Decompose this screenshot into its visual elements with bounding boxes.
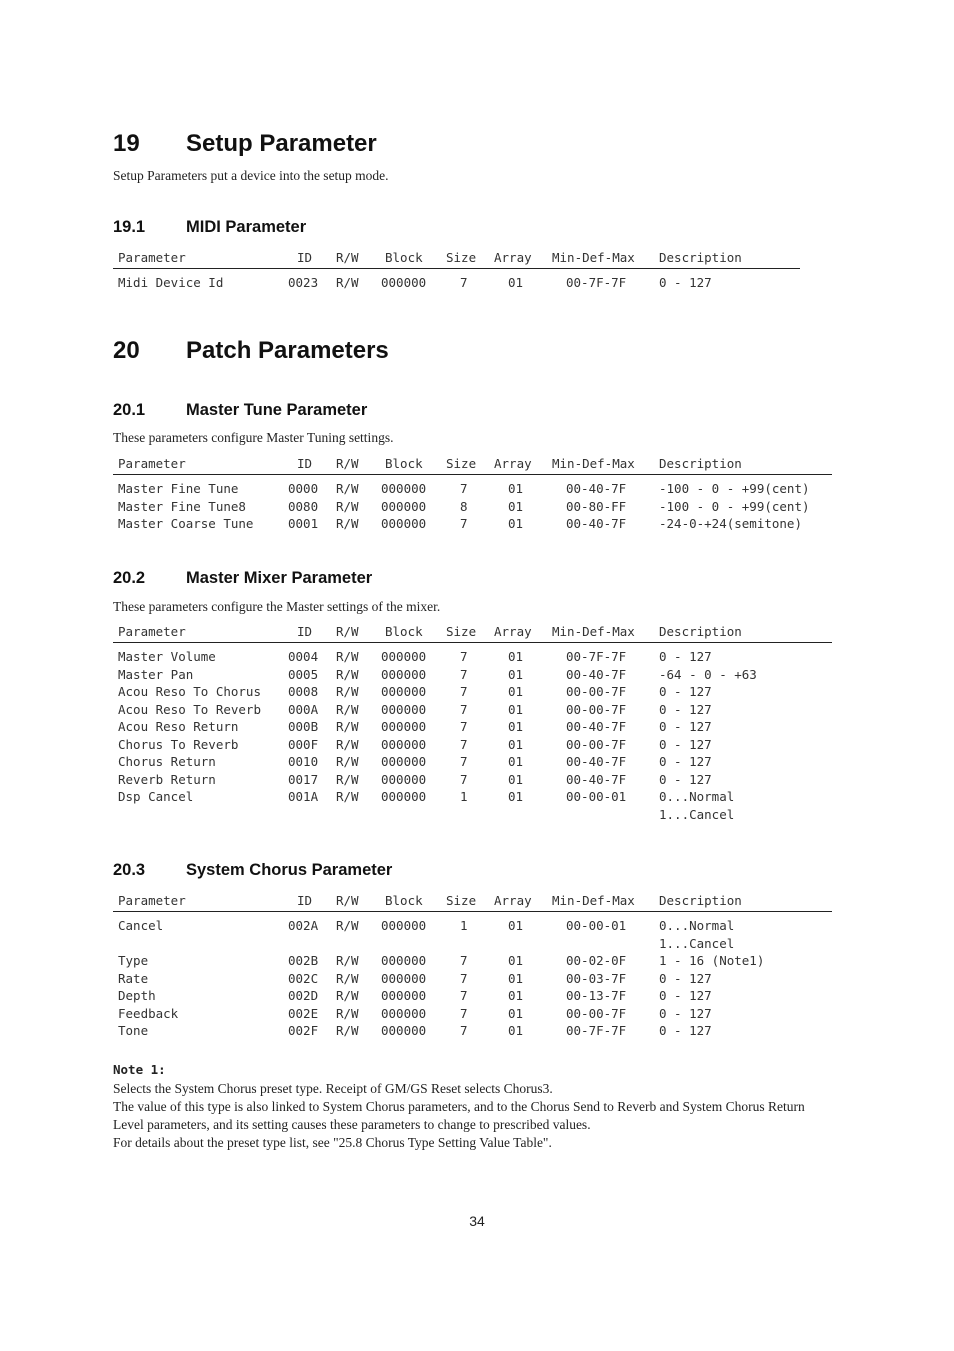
table-row (113, 936, 832, 954)
cell-parameter: Chorus Return (118, 754, 216, 769)
cell-min-def-max: 00-40-7F (566, 754, 627, 769)
cell-block: 000000 (381, 988, 427, 1003)
cell-parameter: Reverb Return (118, 771, 216, 787)
cell-id: 001A (288, 789, 319, 804)
cell-array: 01 (508, 988, 524, 1003)
cell-parameter: Chorus To Reverb (118, 736, 239, 752)
column-header: Parameter (118, 456, 186, 471)
cell-parameter: Master Fine Tune8 (118, 498, 246, 514)
column-header: Array (494, 624, 532, 639)
subsection-number: 19.1 (113, 218, 146, 236)
column-header: R/W (336, 624, 359, 639)
table-row (113, 1023, 832, 1041)
cell-block: 000000 (381, 754, 427, 769)
table-header (113, 893, 832, 912)
cell-block: 000000 (381, 918, 427, 933)
section-title: Setup Parameter (186, 130, 377, 157)
cell-id: 000F (288, 736, 319, 752)
cell-description: -100 - 0 - +99(cent) (659, 498, 810, 514)
column-header: ID (297, 250, 313, 265)
subsection-20-2-intro: These parameters configure the Master settings of the mixer. (113, 599, 441, 614)
cell-parameter: Tone (118, 1023, 149, 1038)
note-line: For details about the preset type list, see "25.8 Chorus Type Setting Value Table". (113, 1135, 552, 1150)
cell-block: 000000 (381, 498, 427, 514)
table-row (113, 499, 832, 517)
cell-rw: R/W (336, 736, 359, 752)
cell-size: 7 (460, 970, 468, 986)
column-header: Size (446, 893, 477, 908)
table-row (113, 754, 832, 772)
cell-block: 000000 (381, 649, 427, 664)
cell-size: 8 (460, 498, 468, 514)
cell-rw: R/W (336, 918, 359, 933)
table-row (113, 988, 832, 1006)
cell-array: 01 (508, 771, 524, 787)
cell-parameter: Acou Reso To Chorus (118, 684, 261, 699)
cell-parameter: Depth (118, 988, 156, 1003)
column-header: Min-Def-Max (552, 893, 635, 908)
cell-array: 01 (508, 684, 524, 699)
cell-id: 002F (288, 1023, 319, 1038)
table-header (113, 250, 800, 269)
note-line: The value of this type is also linked to System Chorus parameters, and to the Chorus Send to Reverb and System Chorus Return Level parameters, and its setting causes these parameters to change to prescribed values. (113, 1099, 805, 1132)
column-header: Min-Def-Max (552, 250, 635, 265)
cell-array: 01 (508, 649, 524, 664)
column-header: Block (385, 893, 423, 908)
column-header: R/W (336, 250, 359, 265)
cell-rw: R/W (336, 498, 359, 514)
cell-id: 0005 (288, 666, 319, 682)
table-row (113, 275, 800, 293)
cell-id: 0023 (288, 275, 319, 290)
section-title: Patch Parameters (186, 337, 389, 364)
column-header: Description (659, 456, 742, 471)
cell-array: 01 (508, 953, 524, 968)
cell-parameter: Type (118, 953, 149, 968)
cell-size: 7 (460, 516, 468, 531)
cell-parameter: Midi Device Id (118, 275, 224, 290)
section-19-intro: Setup Parameters put a device into the setup mode. (113, 168, 389, 183)
column-header: Block (385, 624, 423, 639)
cell-parameter: Acou Reso To Reverb (118, 701, 261, 717)
cell-id: 0080 (288, 498, 319, 514)
cell-block: 000000 (381, 953, 427, 968)
cell-parameter: Acou Reso Return (118, 719, 239, 734)
cell-size: 7 (460, 736, 468, 752)
column-header: Min-Def-Max (552, 456, 635, 471)
cell-min-def-max: 00-00-7F (566, 701, 627, 717)
cell-min-def-max: 00-7F-7F (566, 1023, 627, 1038)
cell-array: 01 (508, 754, 524, 769)
cell-min-def-max: 00-7F-7F (566, 649, 627, 664)
cell-size: 7 (460, 275, 468, 290)
subsection-number: 20.2 (113, 569, 146, 587)
cell-array: 01 (508, 1023, 524, 1038)
cell-min-def-max: 00-00-7F (566, 736, 627, 752)
table-row (113, 1006, 832, 1024)
cell-size: 7 (460, 1023, 468, 1038)
subsection-20-2-heading (113, 569, 372, 588)
cell-block: 000000 (381, 666, 427, 682)
cell-array: 01 (508, 918, 524, 933)
cell-rw: R/W (336, 754, 359, 769)
table-row (113, 789, 832, 807)
column-header: Size (446, 250, 477, 265)
cell-parameter: Dsp Cancel (118, 789, 194, 804)
subsection-number: 20.1 (113, 401, 146, 419)
cell-min-def-max: 00-13-7F (566, 988, 627, 1003)
table-header (113, 456, 832, 475)
cell-min-def-max: 00-80-FF (566, 498, 627, 514)
cell-description: 0...Normal (659, 789, 735, 804)
cell-id: 0000 (288, 481, 319, 496)
cell-description: 1...Cancel (659, 806, 735, 822)
cell-id: 0010 (288, 754, 319, 769)
cell-description: 0 - 127 (659, 988, 712, 1003)
cell-array: 01 (508, 970, 524, 986)
cell-description: -100 - 0 - +99(cent) (659, 481, 810, 496)
cell-min-def-max: 00-02-0F (566, 953, 627, 968)
cell-size: 7 (460, 649, 468, 664)
cell-parameter: Master Volume (118, 649, 216, 664)
cell-min-def-max: 00-00-7F (566, 684, 627, 699)
cell-rw: R/W (336, 275, 359, 290)
cell-min-def-max: 00-40-7F (566, 666, 627, 682)
table-row (113, 649, 832, 667)
cell-min-def-max: 00-03-7F (566, 970, 627, 986)
column-header: Parameter (118, 624, 186, 639)
cell-block: 000000 (381, 719, 427, 734)
cell-array: 01 (508, 719, 524, 734)
column-header: Array (494, 893, 532, 908)
column-header: Block (385, 250, 423, 265)
cell-parameter: Rate (118, 970, 149, 986)
cell-id: 000A (288, 701, 319, 717)
column-header: Size (446, 456, 477, 471)
cell-rw: R/W (336, 1005, 359, 1021)
cell-min-def-max: 00-40-7F (566, 481, 627, 496)
cell-size: 7 (460, 481, 468, 496)
column-header: Parameter (118, 250, 186, 265)
cell-array: 01 (508, 275, 524, 290)
column-header: Description (659, 250, 742, 265)
cell-description: 0 - 127 (659, 1005, 712, 1021)
subsection-19-1-heading (113, 218, 306, 237)
cell-rw: R/W (336, 649, 359, 664)
cell-rw: R/W (336, 666, 359, 682)
subsection-20-1-heading (113, 401, 367, 420)
cell-parameter: Master Fine Tune (118, 481, 239, 496)
column-header: R/W (336, 893, 359, 908)
subsection-number: 20.3 (113, 861, 146, 879)
master-mixer-table (113, 624, 832, 824)
column-header: ID (297, 456, 313, 471)
cell-description: -64 - 0 - +63 (659, 666, 757, 682)
table-row (113, 719, 832, 737)
cell-rw: R/W (336, 988, 359, 1003)
cell-rw: R/W (336, 684, 359, 699)
column-header: ID (297, 624, 313, 639)
cell-size: 7 (460, 754, 468, 769)
cell-id: 002C (288, 970, 319, 986)
cell-array: 01 (508, 736, 524, 752)
cell-description: 0 - 127 (659, 684, 712, 699)
cell-id: 0008 (288, 684, 319, 699)
cell-array: 01 (508, 481, 524, 496)
column-header: Parameter (118, 893, 186, 908)
cell-size: 7 (460, 684, 468, 699)
cell-min-def-max: 00-40-7F (566, 771, 627, 787)
cell-description: 0 - 127 (659, 970, 712, 986)
column-header: ID (297, 893, 313, 908)
cell-block: 000000 (381, 516, 427, 531)
cell-block: 000000 (381, 275, 427, 290)
table-header (113, 624, 832, 643)
cell-block: 000000 (381, 736, 427, 752)
cell-block: 000000 (381, 1005, 427, 1021)
cell-array: 01 (508, 666, 524, 682)
cell-description: 0 - 127 (659, 275, 712, 290)
table-row (113, 918, 832, 936)
cell-parameter: Feedback (118, 1005, 179, 1021)
cell-id: 0001 (288, 516, 319, 531)
cell-size: 1 (460, 789, 468, 804)
section-number: 19 (113, 130, 140, 157)
cell-parameter: Master Pan (118, 666, 194, 682)
master-tune-table (113, 456, 832, 534)
cell-size: 7 (460, 988, 468, 1003)
table-row (113, 684, 832, 702)
column-header: Min-Def-Max (552, 624, 635, 639)
column-header: Block (385, 456, 423, 471)
column-header: Description (659, 624, 742, 639)
cell-parameter: Master Coarse Tune (118, 516, 254, 531)
cell-description: 1...Cancel (659, 935, 735, 951)
cell-block: 000000 (381, 771, 427, 787)
cell-id: 002B (288, 953, 319, 968)
table-row (113, 807, 832, 825)
cell-block: 000000 (381, 789, 427, 804)
cell-min-def-max: 00-00-7F (566, 1005, 627, 1021)
subsection-title: MIDI Parameter (186, 218, 307, 236)
cell-description: 0 - 127 (659, 701, 712, 717)
cell-rw: R/W (336, 789, 359, 804)
cell-id: 002E (288, 1005, 319, 1021)
cell-rw: R/W (336, 719, 359, 734)
cell-min-def-max: 00-40-7F (566, 516, 627, 531)
cell-size: 1 (460, 918, 468, 933)
cell-min-def-max: 00-7F-7F (566, 275, 627, 290)
cell-min-def-max: 00-00-01 (566, 789, 627, 804)
cell-parameter: Cancel (118, 918, 164, 933)
subsection-title: System Chorus Parameter (186, 861, 393, 879)
cell-array: 01 (508, 789, 524, 804)
cell-id: 0004 (288, 649, 319, 664)
cell-array: 01 (508, 1005, 524, 1021)
cell-array: 01 (508, 516, 524, 531)
cell-description: 0 - 127 (659, 736, 712, 752)
cell-description: 0 - 127 (659, 649, 712, 664)
cell-description: -24-0-+24(semitone) (659, 516, 802, 531)
table-row (113, 481, 832, 499)
column-header: Description (659, 893, 742, 908)
cell-id: 002A (288, 918, 319, 933)
subsection-20-1-intro: These parameters configure Master Tuning settings. (113, 430, 394, 445)
cell-description: 0 - 127 (659, 719, 712, 734)
cell-array: 01 (508, 701, 524, 717)
table-row (113, 516, 832, 534)
cell-id: 0017 (288, 771, 319, 787)
section-number: 20 (113, 337, 140, 364)
cell-rw: R/W (336, 953, 359, 968)
system-chorus-table (113, 893, 832, 1041)
table-row (113, 737, 832, 755)
cell-rw: R/W (336, 481, 359, 496)
subsection-20-3-heading (113, 861, 392, 880)
cell-rw: R/W (336, 771, 359, 787)
section-19-heading (113, 130, 377, 158)
table-row (113, 953, 832, 971)
cell-min-def-max: 00-40-7F (566, 719, 627, 734)
cell-block: 000000 (381, 970, 427, 986)
cell-description: 0 - 127 (659, 754, 712, 769)
table-row (113, 971, 832, 989)
subsection-title: Master Mixer Parameter (186, 569, 373, 587)
cell-id: 000B (288, 719, 319, 734)
cell-size: 7 (460, 666, 468, 682)
column-header: Array (494, 250, 532, 265)
table-row (113, 702, 832, 720)
cell-rw: R/W (336, 1023, 359, 1038)
cell-size: 7 (460, 953, 468, 968)
cell-array: 01 (508, 498, 524, 514)
table-row (113, 772, 832, 790)
table-row (113, 667, 832, 685)
column-header: R/W (336, 456, 359, 471)
cell-description: 1 - 16 (Note1) (659, 953, 765, 968)
column-header: Array (494, 456, 532, 471)
note-title: Note 1: (113, 1062, 166, 1077)
cell-size: 7 (460, 1005, 468, 1021)
cell-size: 7 (460, 719, 468, 734)
cell-rw: R/W (336, 701, 359, 717)
cell-size: 7 (460, 701, 468, 717)
cell-rw: R/W (336, 970, 359, 986)
cell-size: 7 (460, 771, 468, 787)
cell-description: 0 - 127 (659, 771, 712, 787)
cell-rw: R/W (336, 516, 359, 531)
cell-block: 000000 (381, 684, 427, 699)
cell-block: 000000 (381, 1023, 427, 1038)
cell-block: 000000 (381, 481, 427, 496)
note-line: Selects the System Chorus preset type. Receipt of GM/GS Reset selects Chorus3. (113, 1081, 553, 1096)
cell-id: 002D (288, 988, 319, 1003)
cell-block: 000000 (381, 701, 427, 717)
subsection-title: Master Tune Parameter (186, 401, 368, 419)
cell-description: 0...Normal (659, 918, 735, 933)
column-header: Size (446, 624, 477, 639)
section-20-heading (113, 337, 389, 365)
cell-min-def-max: 00-00-01 (566, 918, 627, 933)
midi-parameter-table (113, 250, 800, 293)
cell-description: 0 - 127 (659, 1023, 712, 1038)
page-number: 34 (469, 1213, 485, 1229)
